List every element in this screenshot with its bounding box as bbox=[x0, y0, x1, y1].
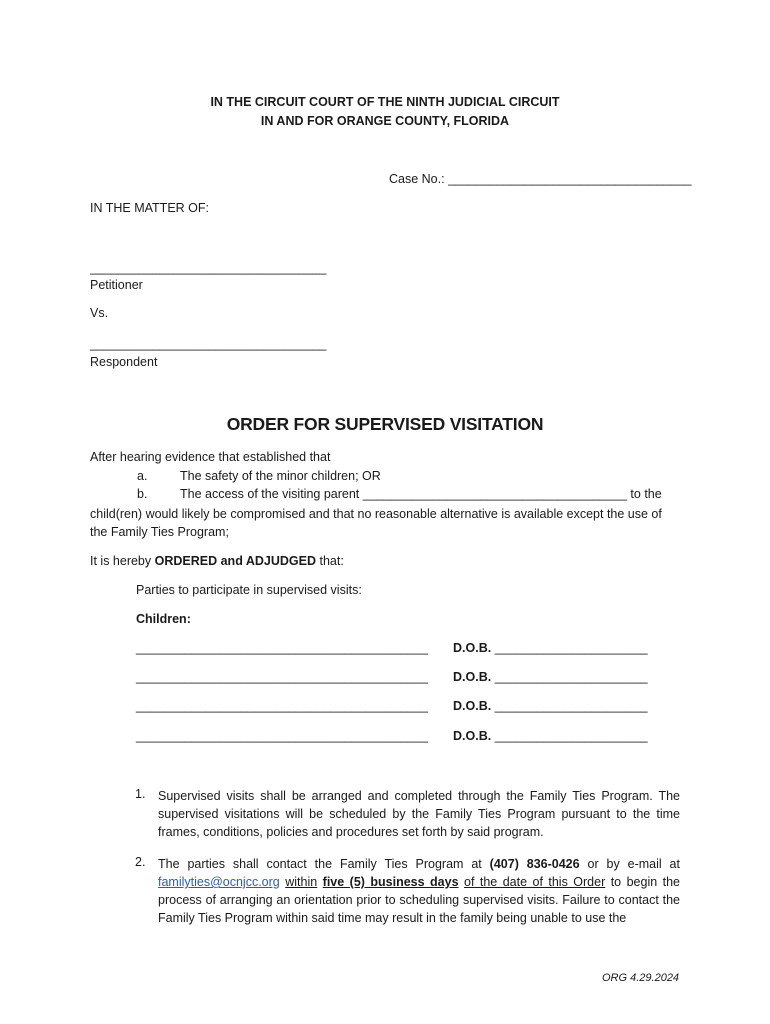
document-title: ORDER FOR SUPERVISED VISITATION bbox=[226, 414, 544, 434]
dob-label: D.O.B. bbox=[453, 670, 492, 684]
in-the-matter-heading: IN THE MATTER OF: bbox=[90, 201, 209, 215]
child-name-blank[interactable]: __________________________________________ bbox=[136, 729, 428, 743]
child-dob-blank[interactable]: ______________________ bbox=[494, 729, 648, 743]
child-dob-blank[interactable]: ______________________ bbox=[494, 670, 648, 684]
program-email-link[interactable]: familyties@ocnjcc.org bbox=[158, 875, 280, 889]
term-2-number: 2. bbox=[135, 855, 146, 869]
findings-continuation-line2: the Family Ties Program; bbox=[90, 525, 229, 539]
child-dob-field bbox=[453, 641, 648, 655]
dob-label: D.O.B. bbox=[453, 729, 492, 743]
finding-a-text: The safety of the minor children; OR bbox=[180, 469, 381, 483]
child-dob-field bbox=[453, 729, 648, 743]
child-dob-field bbox=[453, 699, 648, 713]
case-number-label: Case No.: bbox=[389, 172, 445, 186]
term-2-part3: to begin the process of arranging an orientation prior to scheduling supervised visits. Failure to contact the Family Ties Program within said time may result in the family being unable to use the bbox=[158, 875, 680, 925]
findings-intro: After hearing evidence that established that bbox=[90, 450, 331, 464]
dob-label: D.O.B. bbox=[453, 699, 492, 713]
program-phone: (407) 836-0426 bbox=[489, 857, 580, 871]
petitioner-blank[interactable]: __________________________________ bbox=[90, 261, 327, 275]
term-1-number: 1. bbox=[135, 787, 146, 801]
case-number-blank[interactable]: ___________________________________ bbox=[448, 172, 692, 186]
versus-label: Vs. bbox=[90, 306, 109, 320]
term-2-part1: The parties shall contact the Family Ties Program at bbox=[158, 857, 482, 871]
order-clause-suffix: that: bbox=[319, 554, 344, 568]
court-name-line1: IN THE CIRCUIT COURT OF THE NINTH JUDICIAL CIRCUIT bbox=[210, 95, 560, 109]
child-name-blank[interactable]: __________________________________________ bbox=[136, 699, 428, 713]
child-dob-field bbox=[453, 670, 648, 684]
finding-b-marker: b. bbox=[137, 487, 148, 501]
term-2-deadline: five (5) business days bbox=[322, 875, 459, 889]
findings-continuation-line1: child(ren) would likely be compromised and that no reasonable alternative is available except the use of bbox=[90, 507, 662, 521]
order-clause-prefix: It is hereby bbox=[90, 554, 152, 568]
children-heading: Children: bbox=[136, 612, 191, 626]
term-2-of-date: of the date of this Order bbox=[464, 875, 606, 889]
court-name-line2: IN AND FOR ORANGE COUNTY, FLORIDA bbox=[260, 114, 510, 128]
finding-b-suffix: to the bbox=[630, 487, 662, 501]
child-dob-blank[interactable]: ______________________ bbox=[494, 641, 648, 655]
dob-label: D.O.B. bbox=[453, 641, 492, 655]
petitioner-label: Petitioner bbox=[90, 278, 143, 292]
respondent-label: Respondent bbox=[90, 355, 158, 369]
order-clause-bold: ORDERED and ADJUDGED bbox=[154, 554, 316, 568]
term-1-text: Supervised visits shall be arranged and completed through the Family Ties Program. The supervised visitations will be scheduled by the Family Ties Program pursuant to the time frames, conditions, policies and procedures set forth by said program. bbox=[158, 789, 680, 839]
term-2-part2: or by e-mail at bbox=[587, 857, 680, 871]
term-2-text bbox=[158, 855, 680, 927]
finding-a-marker: a. bbox=[137, 469, 148, 483]
child-name-blank[interactable]: __________________________________________ bbox=[136, 670, 428, 684]
parties-intro: Parties to participate in supervised visits: bbox=[136, 583, 362, 597]
term-2-within: within bbox=[285, 875, 318, 889]
child-name-blank[interactable]: __________________________________________ bbox=[136, 641, 428, 655]
case-number-field bbox=[389, 172, 691, 186]
child-dob-blank[interactable]: ______________________ bbox=[494, 699, 648, 713]
order-clause bbox=[90, 554, 344, 568]
visiting-parent-blank[interactable]: ______________________________________ bbox=[362, 487, 627, 501]
respondent-blank[interactable]: __________________________________ bbox=[90, 337, 327, 351]
finding-b-text: The access of the visiting parent bbox=[180, 487, 360, 501]
form-revision-footer: ORG 4.29.2024 bbox=[602, 972, 680, 984]
finding-b-line bbox=[180, 487, 662, 501]
